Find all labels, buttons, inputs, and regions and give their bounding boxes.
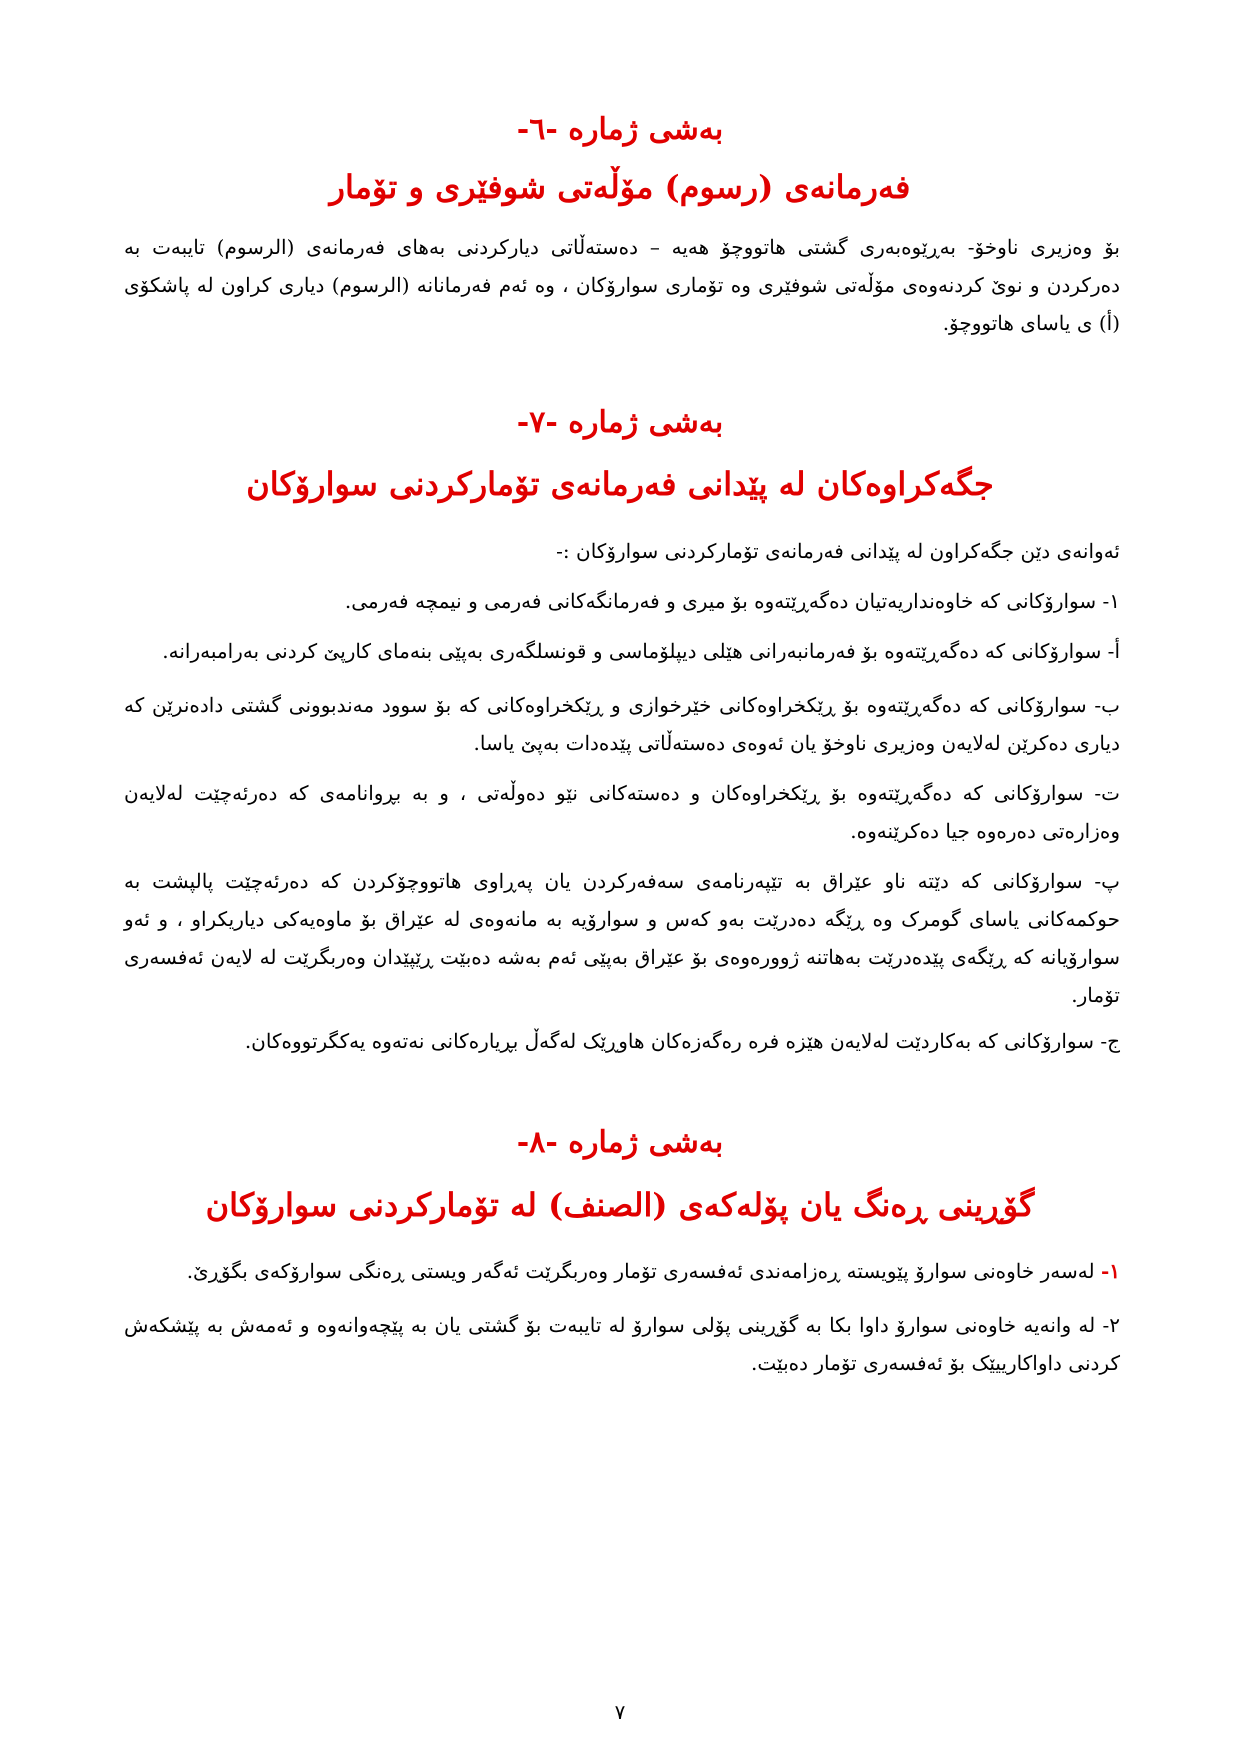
section-7-title: جگەکراوەکان لە پێدانی فەرمانەی تۆمارکردنی سوارۆکان <box>246 465 994 503</box>
section-7-item-j: ج- سوارۆکانی کە بەکاردێت لەلایەن هێزە فرە رەگەزەکان هاوڕێک لەگەڵ بڕیارەکانی نەتەوە یەکگرتووەکان. <box>244 1029 1120 1053</box>
section-8-item-2: ٢- لە وانەیە خاوەنی سوارۆ داوا بکا بە گۆڕینی پۆلی سوارۆ لە تایبەت بۆ گشتی یان بە پێچەوانەوە و ئەمەش بە پێشکەش کردنی داواکارییێک بۆ ئەفسەری تۆمار دەبێت. <box>124 1313 1120 1375</box>
section-8-title: گۆڕینی ڕەنگ یان پۆلەکەی (الصنف) لە تۆمارکردنی سوارۆکان <box>205 1186 1035 1224</box>
section-8-item-1 <box>124 1252 1120 1290</box>
section-6-title: فەرمانەی (رسوم) مۆڵەتی شوفێری و تۆمار <box>329 168 911 206</box>
section-7-item-1: ١- سوارۆکانی کە خاوەنداریەتیان دەگەڕێتەوە بۆ میری و فەرمانگەکانی فەرمی و نیمچە فەرمی. <box>344 589 1120 613</box>
section-6-number: بەشی ژمارە -٦- <box>516 112 724 147</box>
section-8-item-1-number: ١- <box>1100 1259 1120 1283</box>
section-6-paragraph: بۆ وەزیری ناوخۆ- بەڕێوەبەری گشتی هاتووچۆ هەیە – دەستەڵاتی دیارکردنی بەهای فەرمانەی (الرسوم) تایبەت بە دەرکردن و نوێ کردنەوەی مۆڵەتی شوفێری وە تۆماری سوارۆکان ، وە ئەم فەرمانانە (الرسوم) دیاری کراون لە پاشکۆی (أ) ی یاسای هاتووچۆ. <box>124 235 1120 335</box>
page-number: ٧ <box>614 1700 626 1724</box>
section-7-intro: ئەوانەی دێن جگەکراون لە پێدانی فەرمانەی تۆمارکردنی سوارۆکان :- <box>556 539 1120 563</box>
section-7-item-t: ت- سوارۆکانی کە دەگەڕێتەوە بۆ ڕێکخراوەکان و دەستەکانی نێو دەوڵەتی ، و بە بڕوانامەی کە دەرئەچێت لەلایەن وەزارەتی دەرەوە جیا دەکرێنەوە. <box>124 781 1120 843</box>
section-7-item-a: أ- سوارۆکانی کە دەگەڕێتەوە بۆ فەرمانبەرانی هێلی دیپلۆماسی و قونسلگەری بەپێی بنەمای کارپێ کردنی بەرامبەرانە. <box>162 639 1120 663</box>
section-8-item-1-text: لەسەر خاوەنی سوارۆ پێویستە ڕەزامەندی ئەفسەری تۆمار وەربگرێت ئەگەر ویستی ڕەنگی سوارۆکەی بگۆڕێ. <box>186 1259 1095 1283</box>
section-8-number: بەشی ژمارە -٨- <box>516 1125 724 1160</box>
section-7-number: بەشی ژمارە -٧- <box>516 405 724 440</box>
section-7-item-b: ب- سوارۆکانی کە دەگەڕێتەوە بۆ ڕێکخراوەکانی خێرخوازی و ڕێکخراوەکانی کە بۆ سوود مەندبوونی گشتی دادەنرێن کە دیاری دەکرێن لەلایەن وەزیری ناوخۆ یان ئەوەی دەستەڵاتی پێدەدات بەپێ یاسا. <box>124 693 1120 755</box>
section-7-item-p: پ- سوارۆکانی کە دێتە ناو عێراق بە تێپەرنامەی سەفەرکردن یان پەڕاوی هاتووچۆکردن کە دەرئەچێت پالپشت بە حوکمەکانی یاسای گومرک وە ڕێگە دەدرێت بەو کەس و سوارۆیە بە مانەوەی لە عێراق بۆ ماوەیەکی دیاریکراو ، و ئەو سوارۆیانە کە ڕێگەی پێدەدرێت بەهاتنە ژوورەوەی بۆ عێراق بەپێی ئەم بەشە دەبێت ڕێپێدان وەربگرێت لە لایەن ئەفسەری تۆمار. <box>124 869 1120 1007</box>
